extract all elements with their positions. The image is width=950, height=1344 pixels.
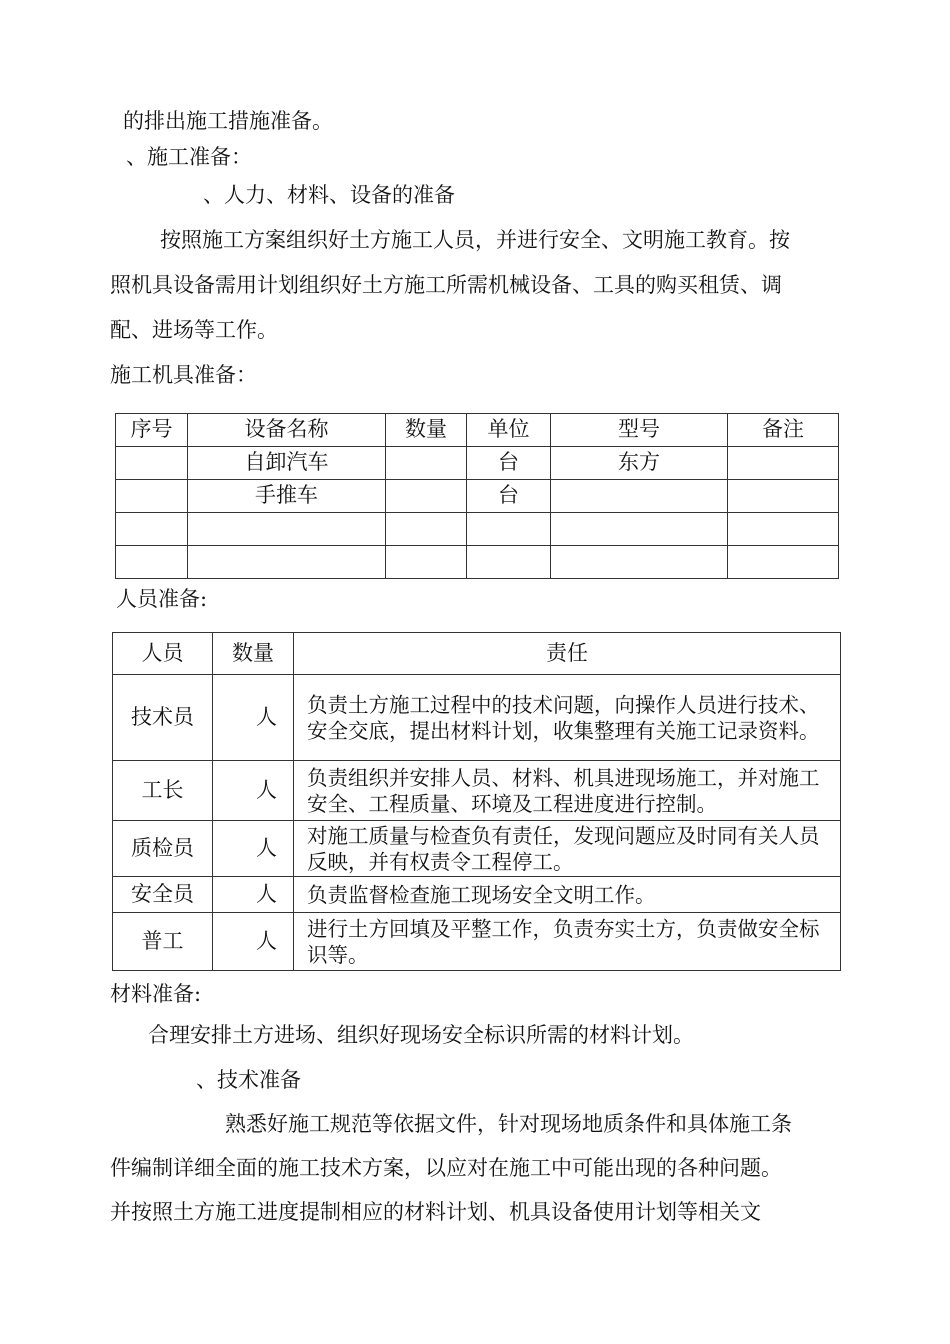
staff-resp-cell: 负责土方施工过程中的技术问题，向操作人员进行技术、安全交底，提出材料计划，收集整理有关施工记录资料。: [294, 675, 841, 761]
equipment-cell: [188, 513, 386, 546]
staff-role-cell: 安全员: [113, 877, 213, 913]
equipment-cell: 东方: [551, 447, 728, 480]
subsection-heading-technical: 、技术准备: [196, 1068, 301, 1092]
subsection-heading-resources: 、人力、材料、设备的准备: [203, 183, 455, 207]
equipment-cell: 台: [467, 447, 551, 480]
equipment-header-cell: 型号: [551, 414, 728, 447]
equipment-cell: [188, 546, 386, 579]
equipment-cell: [467, 513, 551, 546]
equipment-cell: [551, 513, 728, 546]
paragraph-2-line-2: 件编制详细全面的施工技术方案，以应对在施工中可能出现的各种问题。: [110, 1156, 782, 1180]
equipment-header-cell: 单位: [467, 414, 551, 447]
table-row: [116, 480, 839, 513]
equipment-cell: [728, 513, 839, 546]
table-row: [113, 821, 841, 877]
table-row: [116, 513, 839, 546]
staff-header-row: [113, 633, 841, 675]
staff-resp-cell: 负责组织并安排人员、材料、机具进现场施工，并对施工安全、工程质量、环境及工程进度进行控制。: [294, 761, 841, 821]
table-row: [113, 761, 841, 821]
equipment-cell: [551, 480, 728, 513]
paragraph-1-line-3: 配、进场等工作。: [110, 318, 278, 342]
equipment-cell: [551, 546, 728, 579]
staff-header-cell: 人员: [113, 633, 213, 675]
text-line-1: 的排出施工措施准备。: [123, 109, 333, 133]
staff-header-cell: 责任: [294, 633, 841, 675]
section-heading-construction-prep: 、施工准备：: [126, 145, 252, 169]
equipment-cell: [728, 546, 839, 579]
paragraph-2-line-3: 并按照土方施工进度提制相应的材料计划、机具设备使用计划等相关文: [110, 1200, 761, 1224]
table-row: [116, 546, 839, 579]
staff-role-cell: 技术员: [113, 675, 213, 761]
staff-qty-cell: 人: [213, 913, 294, 971]
equipment-cell: [116, 480, 188, 513]
equipment-header-cell: 序号: [116, 414, 188, 447]
equipment-header-cell: 设备名称: [188, 414, 386, 447]
equipment-header-row: [116, 414, 839, 447]
staff-qty-cell: 人: [213, 761, 294, 821]
equipment-header-cell: 数量: [386, 414, 467, 447]
equipment-cell: [116, 447, 188, 480]
equipment-cell: 手推车: [188, 480, 386, 513]
staff-qty-cell: 人: [213, 675, 294, 761]
table-row: [113, 913, 841, 971]
equipment-cell: [467, 546, 551, 579]
staff-resp-cell: 进行土方回填及平整工作，负责夯实土方，负责做安全标识等。: [294, 913, 841, 971]
equipment-cell: [386, 546, 467, 579]
equipment-cell: 台: [467, 480, 551, 513]
material-title: 材料准备:: [110, 982, 202, 1006]
equipment-title: 施工机具准备：: [110, 363, 257, 387]
equipment-cell: [116, 546, 188, 579]
equipment-cell: [116, 513, 188, 546]
equipment-header-cell: 备注: [728, 414, 839, 447]
paragraph-1-line-2: 照机具设备需用计划组织好土方施工所需机械设备、工具的购买租赁、调: [110, 273, 782, 297]
staff-resp-cell: 负责监督检查施工现场安全文明工作。: [294, 877, 841, 913]
equipment-cell: [728, 447, 839, 480]
material-text: 合理安排土方进场、组织好现场安全标识所需的材料计划。: [148, 1023, 694, 1047]
staff-role-cell: 工长: [113, 761, 213, 821]
staff-role-cell: 质检员: [113, 821, 213, 877]
staff-header-cell: 数量: [213, 633, 294, 675]
paragraph-2-line-1: 熟悉好施工规范等依据文件，针对现场地质条件和具体施工条: [225, 1112, 792, 1136]
staff-qty-cell: 人: [213, 821, 294, 877]
table-row: [116, 447, 839, 480]
equipment-cell: [386, 447, 467, 480]
equipment-cell: [728, 480, 839, 513]
staff-resp-cell: 对施工质量与检查负有责任，发现问题应及时同有关人员反映，并有权责令工程停工。: [294, 821, 841, 877]
staff-table: [112, 632, 841, 971]
staff-qty-cell: 人: [213, 877, 294, 913]
equipment-cell: [386, 480, 467, 513]
table-row: [113, 877, 841, 913]
equipment-cell: [386, 513, 467, 546]
staff-title: 人员准备:: [116, 587, 208, 611]
equipment-cell: 自卸汽车: [188, 447, 386, 480]
table-row: [113, 675, 841, 761]
equipment-table: [115, 413, 839, 579]
staff-role-cell: 普工: [113, 913, 213, 971]
paragraph-1-line-1: 按照施工方案组织好土方施工人员，并进行安全、文明施工教育。按: [160, 228, 790, 252]
